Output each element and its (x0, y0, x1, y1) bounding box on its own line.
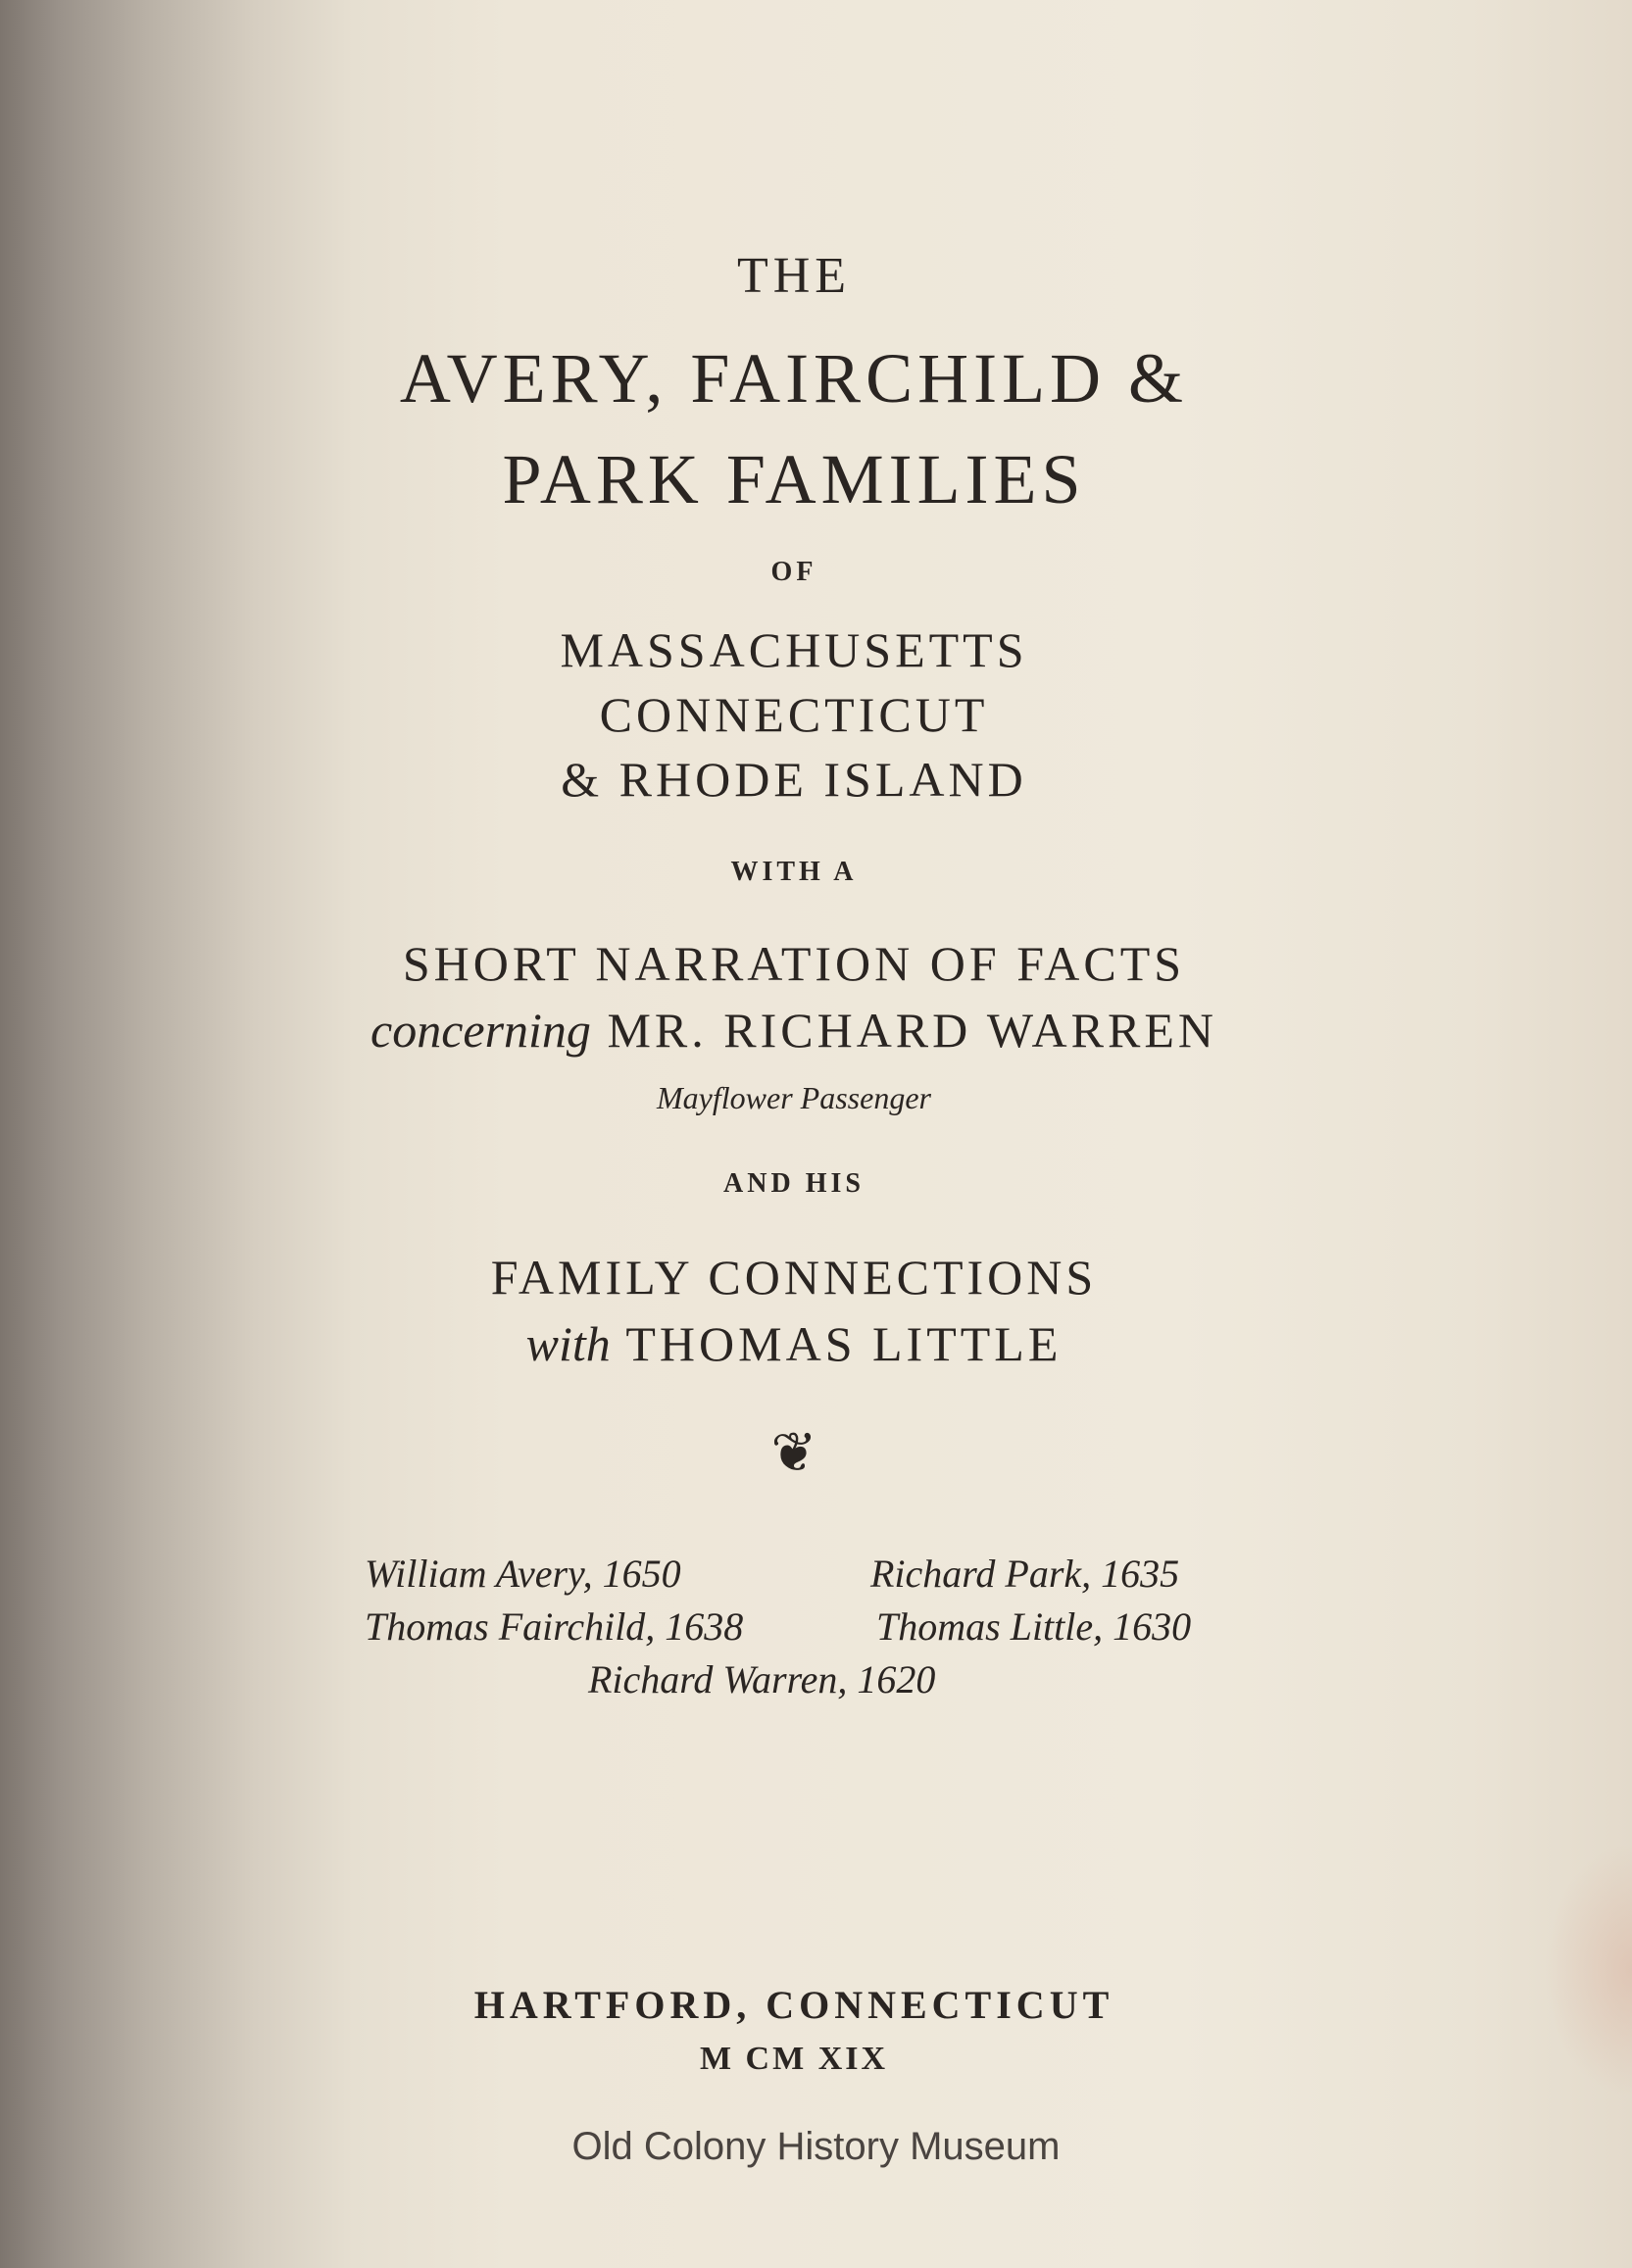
richard-warren-name: MR. RICHARD WARREN (607, 1003, 1217, 1058)
the-heading: THE (736, 248, 852, 304)
ancestor-william-avery: William Avery, 1650 (365, 1552, 681, 1596)
ancestor-thomas-fairchild: Thomas Fairchild, 1638 (365, 1604, 744, 1649)
concerning-word: concerning (371, 1003, 591, 1058)
states-line1: MASSACHUSETTS (560, 622, 1028, 677)
imprint-year: M CM XIX (699, 2041, 889, 2077)
ancestor-richard-warren: Richard Warren, 1620 (588, 1657, 936, 1701)
museum-watermark: Old Colony History Museum (571, 2125, 1061, 2168)
thomas-little-name: THOMAS LITTLE (625, 1316, 1063, 1371)
and-his-label: AND HIS (723, 1168, 865, 1199)
imprint-block (304, 0, 1284, 2268)
narration-line: SHORT NARRATION OF FACTS (402, 936, 1186, 991)
states-line2: CONNECTICUT (599, 687, 989, 742)
fleuron-ornament-icon: ❦ (770, 1423, 817, 1484)
with-a-label: WITH A (730, 857, 858, 887)
mayflower-label: Mayflower Passenger (657, 1080, 931, 1115)
family-connections-line: FAMILY CONNECTIONS (490, 1250, 1098, 1305)
ancestor-thomas-little: Thomas Little, 1630 (876, 1604, 1192, 1649)
ancestor-richard-park: Richard Park, 1635 (870, 1552, 1180, 1596)
main-title-line2: PARK FAMILIES (502, 440, 1086, 518)
with-word: with (525, 1316, 611, 1371)
states-line3: & RHODE ISLAND (561, 752, 1027, 807)
imprint-place: HARTFORD, CONNECTICUT (473, 1983, 1114, 2027)
paper-stain (1544, 1843, 1632, 2097)
of-label: OF (770, 557, 817, 587)
main-title-line1: AVERY, FAIRCHILD & (399, 339, 1189, 418)
